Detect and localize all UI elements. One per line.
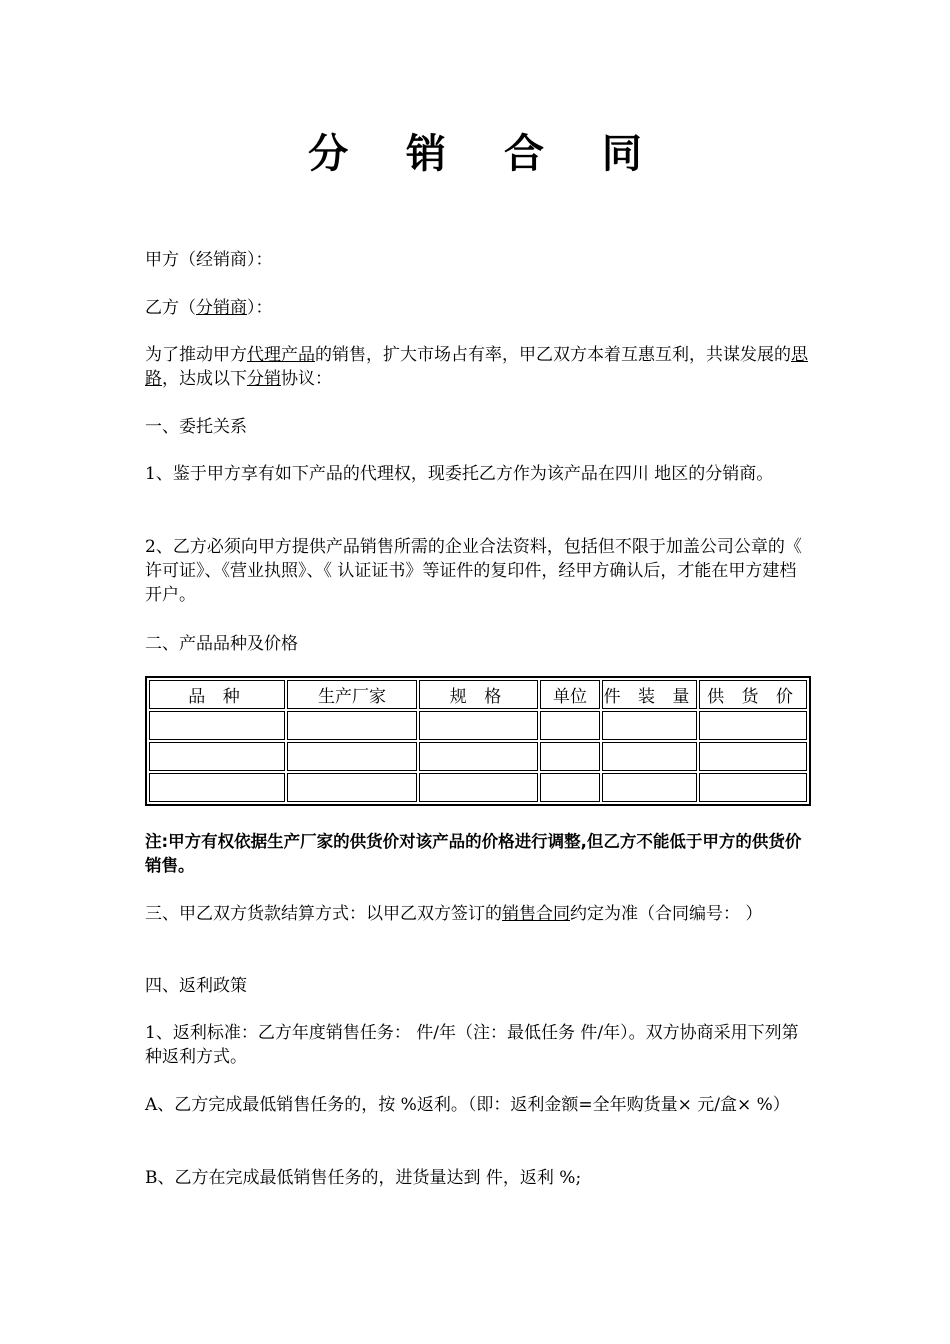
party-b-link[interactable]: 分销商 bbox=[196, 298, 247, 318]
table-cell bbox=[287, 773, 417, 802]
intro-paragraph bbox=[145, 343, 810, 391]
table-header-cell: 生产厂家 bbox=[287, 680, 417, 709]
section-heading-3 bbox=[145, 902, 810, 926]
table-cell bbox=[602, 711, 697, 740]
table-cell bbox=[149, 742, 285, 771]
section3-text-1: 三、甲乙双方货款结算方式：以甲乙双方签订的 bbox=[145, 904, 502, 924]
section3-text-2: 约定为准（合同编号： ） bbox=[570, 904, 763, 924]
intro-text-4: 协议： bbox=[281, 369, 332, 389]
clause-4-1: 1、返利标准：乙方年度销售任务： 件/年（注：最低任务 件/年）。双方协商采用下列第 种返利方式。 bbox=[145, 1023, 799, 1067]
product-price-table bbox=[145, 676, 811, 806]
table-header-cell: 件 装 量 bbox=[602, 680, 697, 709]
table-cell bbox=[699, 742, 807, 771]
table-header-cell: 品 种 bbox=[149, 680, 285, 709]
table-header-cell: 规 格 bbox=[419, 680, 538, 709]
table-cell bbox=[149, 773, 285, 802]
party-a-line: 甲方（经销商）： bbox=[145, 250, 273, 270]
table-header-cell: 单位 bbox=[540, 680, 600, 709]
section-heading-4: 四、返利政策 bbox=[145, 976, 247, 996]
section-heading-2: 二、产品品种及价格 bbox=[145, 634, 298, 654]
intro-text-1: 为了推动甲方 bbox=[145, 345, 247, 365]
table-cell bbox=[287, 742, 417, 771]
price-note: 注:甲方有权依据生产厂家的供货价对该产品的价格进行调整,但乙方不能低于甲方的供货价销售。 bbox=[145, 832, 802, 875]
table-cell bbox=[419, 773, 538, 802]
table-header-row bbox=[149, 680, 807, 709]
party-b-line bbox=[145, 296, 810, 320]
table-cell bbox=[602, 773, 697, 802]
intro-text-2: 的销售，扩大市场占有率，甲乙双方本着互惠互利，共谋发展的 bbox=[315, 345, 791, 365]
intro-text-3: ，达成以下 bbox=[162, 369, 247, 389]
clause-4-a: A、乙方完成最低销售任务的，按 %返利。（即：返利金额=全年购货量× 元/盒× %） bbox=[145, 1095, 790, 1115]
sales-contract-link[interactable]: 销售合同 bbox=[502, 904, 570, 924]
clause-1-1: 1、鉴于甲方享有如下产品的代理权，现委托乙方作为该产品在四川 地区的分销商。 bbox=[145, 464, 774, 484]
table-cell bbox=[287, 711, 417, 740]
document-title: 分 销 合 同 bbox=[308, 131, 664, 177]
table-cell bbox=[699, 773, 807, 802]
table-row bbox=[149, 742, 807, 771]
section-heading-1: 一、委托关系 bbox=[145, 417, 247, 437]
table-cell bbox=[149, 711, 285, 740]
intro-link-approach[interactable]: 思路 bbox=[145, 345, 808, 389]
party-b-suffix: ）： bbox=[247, 298, 273, 318]
table-row bbox=[149, 711, 807, 740]
table-header-cell: 供 货 价 bbox=[699, 680, 807, 709]
clause-1-2: 2、乙方必须向甲方提供产品销售所需的企业合法资料，包括但不限于加盖公司公章的《 许可证》、《营业执照》、《 认证证书》等证件的复印件，经甲方确认后，才能在甲方建档开户。 bbox=[145, 537, 802, 605]
table-cell bbox=[540, 773, 600, 802]
clause-4-b: B、乙方在完成最低销售任务的，进货量达到 件，返利 %; bbox=[145, 1168, 582, 1188]
table-cell bbox=[540, 711, 600, 740]
table-cell bbox=[419, 742, 538, 771]
table-cell bbox=[419, 711, 538, 740]
table-cell bbox=[602, 742, 697, 771]
table-cell bbox=[540, 742, 600, 771]
intro-link-agent-products[interactable]: 代理产品 bbox=[247, 345, 315, 365]
intro-link-distribution[interactable]: 分销 bbox=[247, 369, 281, 389]
table-cell bbox=[699, 711, 807, 740]
table-row bbox=[149, 773, 807, 802]
party-b-prefix: 乙方（ bbox=[145, 298, 196, 318]
